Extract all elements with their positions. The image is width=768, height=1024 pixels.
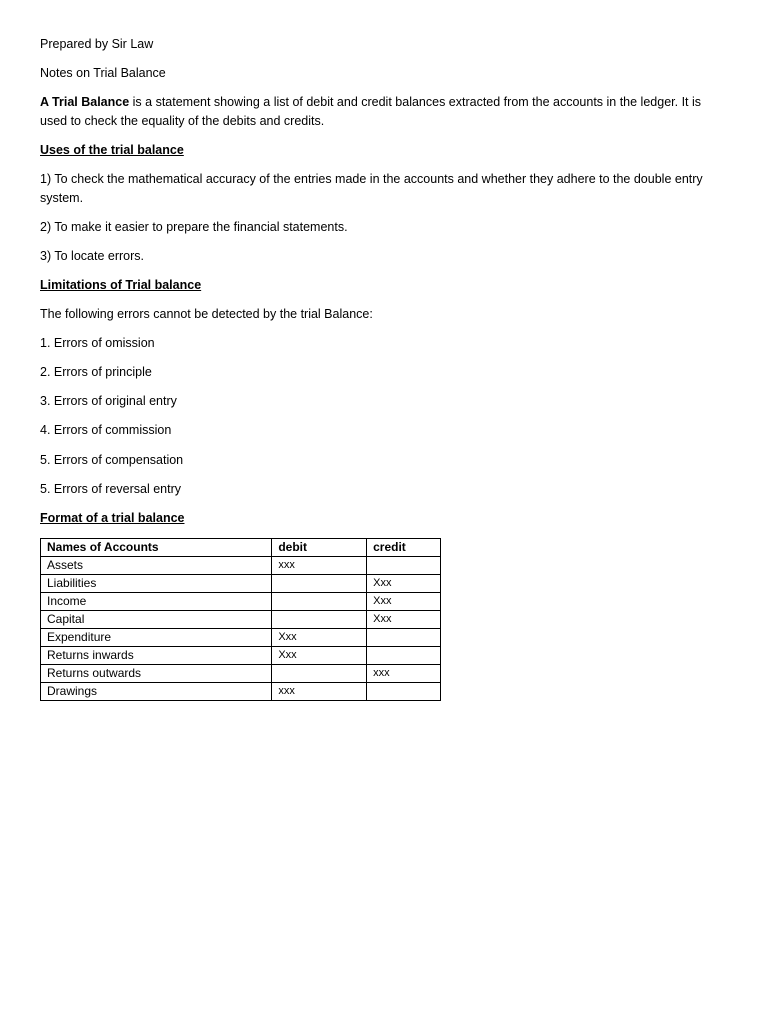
debit-cell: [272, 665, 367, 683]
credit-cell: Xxx: [367, 593, 441, 611]
limitations-heading: Limitations of Trial balance: [40, 278, 202, 292]
credit-cell: [367, 557, 441, 575]
table-row: [41, 611, 441, 629]
limitation-item-2: 2. Errors of principle: [40, 365, 152, 379]
column-header-debit: debit: [272, 539, 367, 557]
table-row: [41, 629, 441, 647]
table-row: [41, 575, 441, 593]
format-heading: Format of a trial balance: [40, 511, 185, 525]
account-name-cell: Liabilities: [41, 575, 272, 593]
debit-cell: xxx: [272, 683, 367, 701]
account-name-cell: Assets: [41, 557, 272, 575]
credit-cell: [367, 629, 441, 647]
account-name-cell: Capital: [41, 611, 272, 629]
debit-cell: Xxx: [272, 629, 367, 647]
account-name-cell: Expenditure: [41, 629, 272, 647]
credit-cell: [367, 683, 441, 701]
limitation-item-6: 5. Errors of reversal entry: [40, 482, 182, 496]
column-header-accounts: Names of Accounts: [41, 539, 272, 557]
notes-title: Notes on Trial Balance: [40, 66, 166, 80]
account-name-cell: Returns inwards: [41, 647, 272, 665]
limitation-item-4: 4. Errors of commission: [40, 423, 172, 437]
prepared-by: Prepared by Sir Law: [40, 37, 154, 51]
limitation-item-5: 5. Errors of compensation: [40, 453, 184, 467]
debit-cell: [272, 575, 367, 593]
limitation-item-1: 1. Errors of omission: [40, 336, 155, 350]
limitation-item-3: 3. Errors of original entry: [40, 394, 177, 408]
definition-text: is a statement showing a list of debit and credit balances extracted from the accounts in the ledger. It is used to check the equality of the debits and credits.: [40, 95, 702, 128]
account-name-cell: Returns outwards: [41, 665, 272, 683]
debit-cell: [272, 611, 367, 629]
use-item-3: 3) To locate errors.: [40, 249, 144, 263]
credit-cell: Xxx: [367, 611, 441, 629]
column-header-credit: credit: [367, 539, 441, 557]
table-row: [41, 647, 441, 665]
uses-heading: Uses of the trial balance: [40, 143, 184, 157]
table-row: [41, 557, 441, 575]
trial-balance-table: [40, 538, 441, 701]
account-name-cell: Drawings: [41, 683, 272, 701]
debit-cell: [272, 593, 367, 611]
table-header-row: [41, 539, 441, 557]
limitations-intro: The following errors cannot be detected by the trial Balance:: [40, 307, 373, 321]
credit-cell: Xxx: [367, 575, 441, 593]
debit-cell: xxx: [272, 557, 367, 575]
definition-paragraph: [40, 93, 720, 131]
credit-cell: [367, 647, 441, 665]
table-row: [41, 665, 441, 683]
use-item-2: 2) To make it easier to prepare the financial statements.: [40, 220, 348, 234]
definition-term: A Trial Balance: [40, 95, 130, 109]
table-row: [41, 683, 441, 701]
account-name-cell: Income: [41, 593, 272, 611]
debit-cell: Xxx: [272, 647, 367, 665]
table-row: [41, 593, 441, 611]
use-item-1: 1) To check the mathematical accuracy of the entries made in the accounts and whether they adhere to the double entry system.: [40, 172, 703, 205]
credit-cell: xxx: [367, 665, 441, 683]
